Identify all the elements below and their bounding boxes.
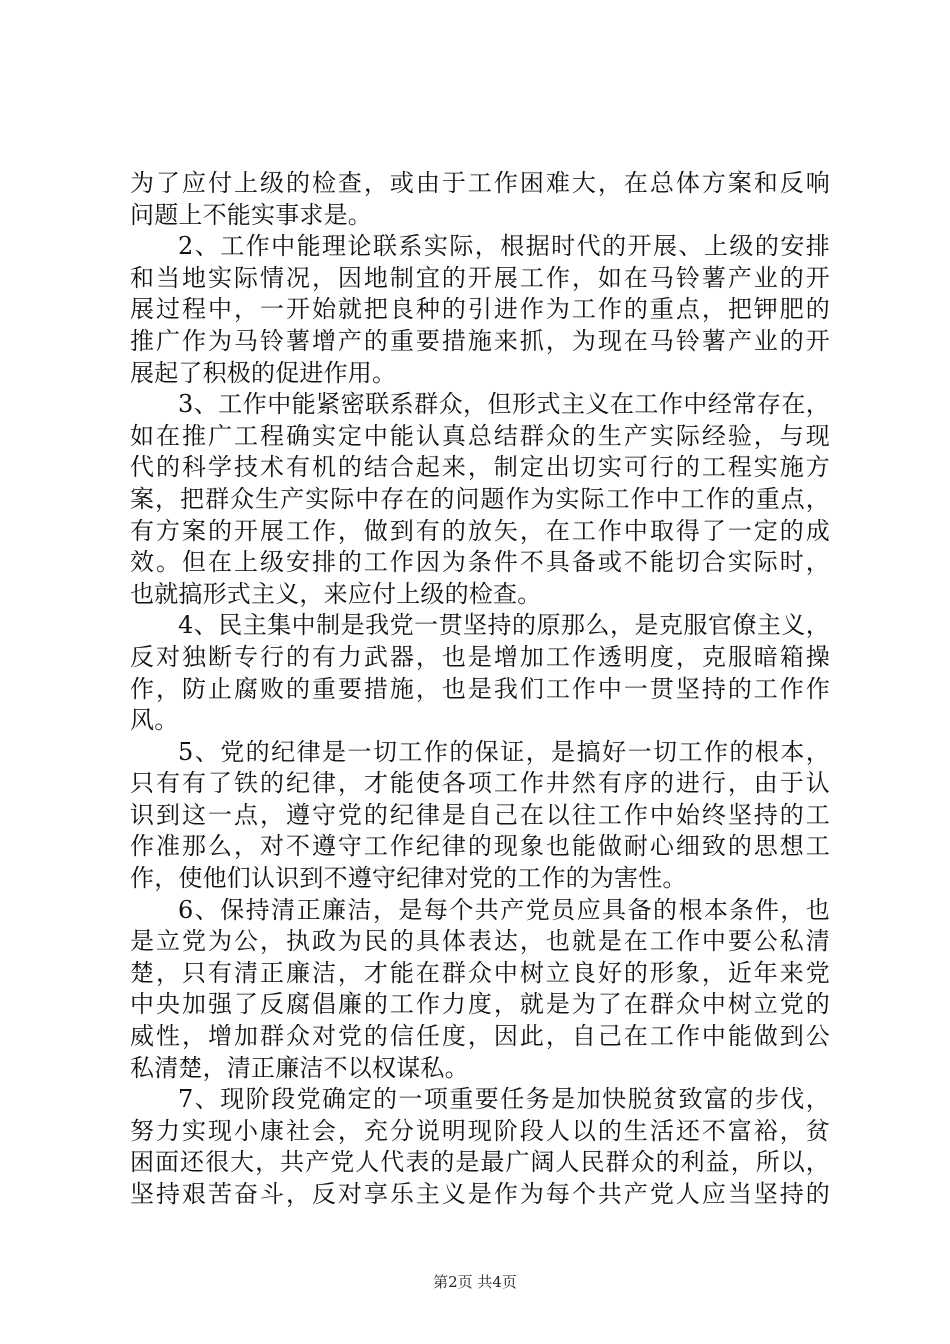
- text-line: 也就搞形式主义，来应付上级的检查。: [130, 579, 542, 608]
- text-line: 困面还很大，共产党人代表的是最广阔人民群众的利益，所以，: [130, 1148, 830, 1177]
- text-line: 威性，增加群众对党的信任度，因此，自己在工作中能做到公: [130, 1022, 830, 1051]
- text-line: 中央加强了反腐倡廉的工作力度，就是为了在群众中树立党的: [130, 990, 830, 1019]
- text-line: 楚，只有清正廉洁，才能在群众中树立良好的形象，近年来党: [130, 958, 830, 987]
- text-line: 4、民主集中制是我党一贯坚持的原那么，是克服官僚主义，: [178, 611, 830, 640]
- text-line: 问题上不能实事求是。: [130, 200, 372, 229]
- document-body: [130, 168, 830, 1211]
- text-line: 5、党的纪律是一切工作的保证，是搞好一切工作的根本，: [178, 737, 830, 766]
- text-line: 案，把群众生产实际中存在的问题作为实际工作中工作的重点，: [130, 484, 830, 513]
- text-line: 2、工作中能理论联系实际，根据时代的开展、上级的安排: [178, 232, 830, 261]
- text-line: 作，使他们认识到不遵守纪律对党的工作的为害性。: [130, 864, 687, 893]
- text-line: 作准那么，对不遵守工作纪律的现象也能做耐心细致的思想工: [130, 832, 830, 861]
- text-line: 只有有了铁的纪律，才能使各项工作井然有序的进行，由于认: [130, 769, 830, 798]
- text-line: 努力实现小康社会，充分说明现阶段人以的生活还不富裕，贫: [130, 1116, 830, 1145]
- text-line: 展起了积极的促进作用。: [130, 358, 397, 387]
- text-line: 作，防止腐败的重要措施，也是我们工作中一贯坚持的工作作: [130, 674, 830, 703]
- text-line: 6、保持清正廉洁，是每个共产党员应具备的根本条件，也: [178, 895, 830, 924]
- text-line: 坚持艰苦奋斗，反对享乐主义是作为每个共产党人应当坚持的: [130, 1180, 830, 1208]
- text-line: 识到这一点，遵守党的纪律是自己在以往工作中始终坚持的工: [130, 800, 830, 829]
- text-line: 推广作为马铃薯增产的重要措施来抓，为现在马铃薯产业的开: [130, 326, 830, 355]
- text-line: 是立党为公，执政为民的具体表达，也就是在工作中要公私清: [130, 927, 830, 956]
- text-line: 和当地实际情况，因地制宜的开展工作，如在马铃薯产业的开: [130, 263, 830, 292]
- text-line: 私清楚，清正廉洁不以权谋私。: [130, 1053, 469, 1082]
- text-line: 如在推广工程确实定中能认真总结群众的生产实际经验，与现: [130, 421, 830, 450]
- text-line: 有方案的开展工作，做到有的放矢，在工作中取得了一定的成: [130, 516, 830, 545]
- text-line: 反对独断专行的有力武器，也是增加工作透明度，克服暗箱操: [130, 642, 830, 671]
- text-line: 代的科学技术有机的结合起来，制定出切实可行的工程实施方: [130, 453, 830, 482]
- text-line: 风。: [130, 706, 179, 735]
- page-footer: 第2页 共4页: [433, 1273, 517, 1291]
- text-line: 为了应付上级的检查，或由于工作困难大，在总体方案和反响: [130, 169, 830, 197]
- text-line: 展过程中，一开始就把良种的引进作为工作的重点，把钾肥的: [130, 295, 830, 324]
- text-line: 效。但在上级安排的工作因为条件不具备或不能切合实际时，: [130, 548, 830, 577]
- text-line: 3、工作中能紧密联系群众，但形式主义在工作中经常存在，: [178, 390, 830, 419]
- text-line: 7、现阶段党确定的一项重要任务是加快脱贫致富的步伐，: [178, 1085, 830, 1114]
